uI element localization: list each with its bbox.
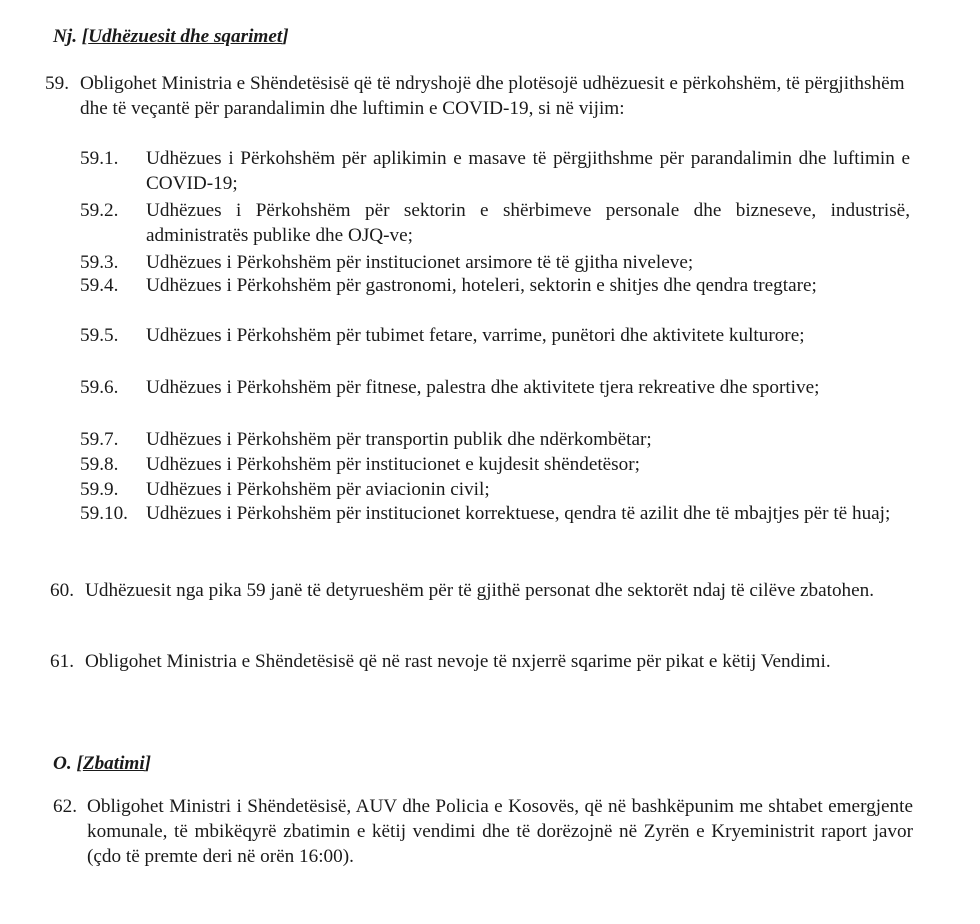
- item-text: Udhëzues i Përkohshëm për gastronomi, hoteleri, sektorin e shitjes dhe qendra tregtare;: [146, 275, 817, 296]
- section-title: Zbatimi: [82, 753, 145, 774]
- paragraph-61: [50, 649, 912, 674]
- item-number: 59.6.: [80, 377, 119, 398]
- list-item-59-2: [80, 198, 910, 248]
- paragraph-number: 60.: [50, 580, 74, 601]
- paragraph-text: Obligohet Ministria e Shëndetësisë që të ndryshojë dhe plotësojë udhëzuesit e përkohshëm, të përgjithshëm dhe të veçantë për parandalimin dhe luftimin e COVID-19, si në vijim:: [80, 73, 905, 119]
- paragraph-59: [45, 71, 913, 121]
- paragraph-text: Obligohet Ministri i Shëndetësisë, AUV dhe Policia e Kosovës, që në bashkëpunim me shtabet emergjente komunale, të mbikëqyrë zbatimin e këtij vendimi dhe të dorëzojnë në Zyrën e Kryeministrit raport javor (çdo të premte deri në orën 16:00).: [87, 796, 913, 867]
- item-number: 59.7.: [80, 429, 119, 450]
- section-prefix: O.: [53, 753, 72, 774]
- item-number: 59.1.: [80, 148, 119, 169]
- section-prefix: Nj.: [53, 26, 77, 47]
- list-item-59-6: [80, 375, 910, 400]
- item-text: Udhëzues i Përkohshëm për aviacionin civil;: [146, 479, 490, 500]
- list-item-59-7: [80, 427, 910, 452]
- item-number: 59.10.: [80, 503, 128, 524]
- list-item-59-10: [80, 501, 910, 526]
- item-text: Udhëzues i Përkohshëm për institucionet korrektuese, qendra të azilit dhe të mbajtjes për të huaj;: [146, 503, 891, 524]
- item-text: Udhëzues i Përkohshëm për tubimet fetare, varrime, punëtori dhe aktivitete kulturore;: [146, 325, 805, 346]
- item-number: 59.5.: [80, 325, 119, 346]
- paragraph-number: 61.: [50, 651, 74, 672]
- paragraph-62: [53, 794, 913, 869]
- list-item-59-8: [80, 452, 910, 477]
- paragraph-number: 62.: [53, 796, 77, 817]
- list-item-59-4: [80, 273, 910, 298]
- item-text: Udhëzues i Përkohshëm për institucionet arsimore të të gjitha niveleve;: [146, 252, 694, 273]
- paragraph-number: 59.: [45, 73, 69, 94]
- item-number: 59.4.: [80, 275, 119, 296]
- item-text: Udhëzues i Përkohshëm për fitnese, palestra dhe aktivitete tjera rekreative dhe sportive;: [146, 377, 820, 398]
- list-item-59-3: [80, 250, 910, 275]
- list-item-59-9: [80, 477, 910, 502]
- list-item-59-1: [80, 146, 910, 196]
- item-number: 59.8.: [80, 454, 119, 475]
- section-title: Udhëzuesit dhe sqarimet: [88, 26, 283, 47]
- item-text: Udhëzues i Përkohshëm për sektorin e shërbimeve personale dhe bizneseve, industrisë, administratës publike dhe OJQ-ve;: [146, 200, 910, 246]
- paragraph-text: Udhëzuesit nga pika 59 janë të detyrueshëm për të gjithë personat dhe sektorët ndaj të cilëve zbatohen.: [85, 580, 875, 601]
- paragraph-text: Obligohet Ministria e Shëndetësisë që në rast nevoje të nxjerrë sqarime për pikat e këtij Vendimi.: [85, 651, 831, 672]
- paragraph-60: [50, 578, 912, 603]
- item-text: Udhëzues i Përkohshëm për aplikimin e masave të përgjithshme për parandalimin dhe luftimin e COVID-19;: [146, 148, 910, 194]
- section-heading-nj: Nj. [Udhëzuesit dhe sqarimet]: [53, 26, 289, 47]
- item-text: Udhëzues i Përkohshëm për transportin publik dhe ndërkombëtar;: [146, 429, 652, 450]
- section-heading-o: O. [Zbatimi]: [53, 753, 152, 774]
- item-text: Udhëzues i Përkohshëm për institucionet e kujdesit shëndetësor;: [146, 454, 640, 475]
- list-item-59-5: [80, 323, 910, 348]
- item-number: 59.9.: [80, 479, 119, 500]
- item-number: 59.3.: [80, 252, 119, 273]
- item-number: 59.2.: [80, 200, 119, 221]
